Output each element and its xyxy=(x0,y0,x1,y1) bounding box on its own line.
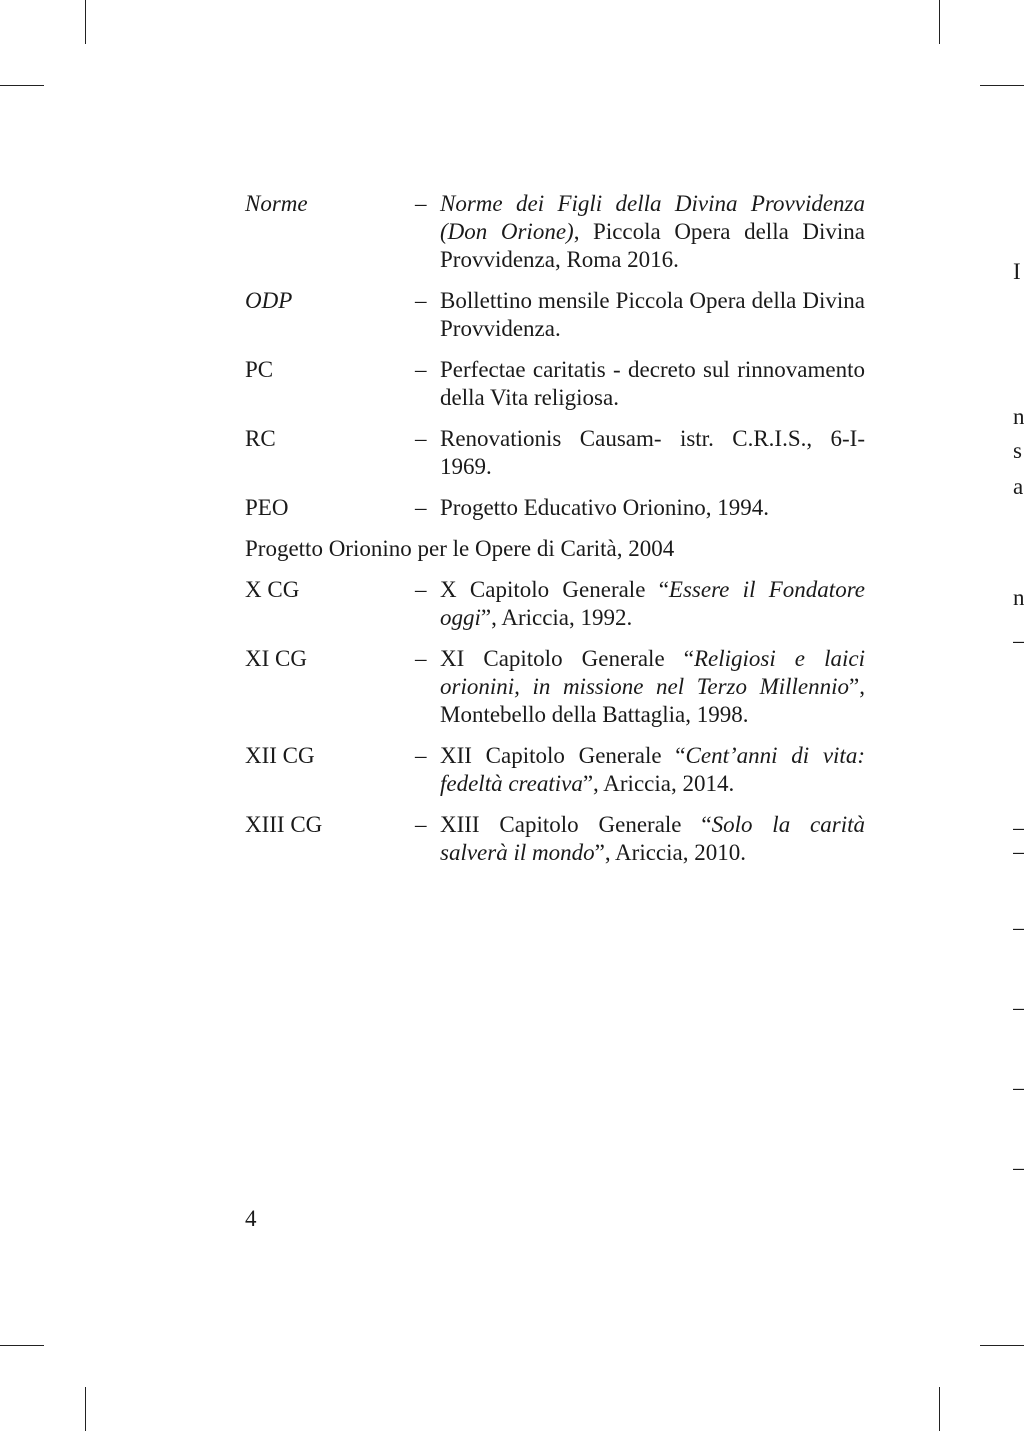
next-page-fragment: – xyxy=(1013,1075,1024,1100)
description-segment: , Piccola Opera della Divina Provvidenza, Roma 2016. xyxy=(440,219,865,272)
description-segment: Perfectae caritatis - decreto sul rinnovamento della Vita religiosa. xyxy=(440,357,865,410)
description-segment: Religiosi e laici orionini, in missione nel Terzo Millennio xyxy=(440,646,865,699)
abbreviation-term: X CG xyxy=(245,577,300,602)
abbreviation-entry xyxy=(245,190,865,274)
abbreviation-term: XI CG xyxy=(245,646,307,671)
entry-dash: – xyxy=(415,812,427,837)
next-page-fragment: n xyxy=(1013,404,1024,429)
entry-dash: – xyxy=(415,577,427,602)
abbreviation-term: Norme xyxy=(245,191,308,216)
description-segment: XI Capitolo Generale “ xyxy=(440,646,694,671)
abbreviation-entry xyxy=(245,576,865,632)
entry-dash: – xyxy=(415,357,427,382)
abbreviation-term: XIII CG xyxy=(245,812,323,837)
next-page-fragment: – xyxy=(1013,815,1024,840)
description-segment: X Capitolo Generale “ xyxy=(440,577,669,602)
description-segment: XII Capitolo Generale “ xyxy=(440,743,686,768)
crop-mark-bottom-right-vertical xyxy=(939,1387,940,1431)
next-page-fragment: – xyxy=(1013,628,1024,653)
description-segment: Norme dei Figli della Divina Provvidenza (Don Orione) xyxy=(440,191,865,244)
next-page-fragment: – xyxy=(1013,915,1024,940)
abbreviation-description xyxy=(440,811,865,867)
description-segment: ”, Ariccia, 2014. xyxy=(582,771,735,796)
next-page-fragment: – xyxy=(1013,1155,1024,1180)
next-page-fragment: n xyxy=(1013,585,1024,610)
crop-mark-bottom-left-horizontal xyxy=(0,1345,44,1346)
abbreviation-entry xyxy=(245,425,865,481)
abbreviation-description xyxy=(440,742,865,798)
abbreviations-list xyxy=(245,190,865,880)
description-segment: Progetto Educativo Orionino, 1994. xyxy=(440,495,769,520)
page-number: 4 xyxy=(245,1206,257,1231)
abbreviation-entry xyxy=(245,645,865,729)
abbreviation-term: ODP xyxy=(245,288,293,313)
abbreviation-description xyxy=(440,576,865,632)
next-page-edge xyxy=(1013,0,1024,1431)
abbreviation-term: PC xyxy=(245,357,274,382)
abbreviation-entry xyxy=(245,356,865,412)
crop-mark-top-left-vertical xyxy=(85,0,86,44)
entry-dash: – xyxy=(415,743,427,768)
next-page-fragment: I xyxy=(1013,259,1021,284)
abbreviation-entry xyxy=(245,811,865,867)
entry-dash: – xyxy=(415,426,427,451)
abbreviation-description xyxy=(440,645,865,729)
abbreviation-description xyxy=(440,356,865,412)
next-page-fragment: a xyxy=(1013,474,1024,499)
description-segment: ”, Ariccia, 1992. xyxy=(480,605,633,630)
entry-dash: – xyxy=(415,646,427,671)
crop-mark-bottom-left-vertical xyxy=(85,1387,86,1431)
standalone-entry: Progetto Orionino per le Opere di Carità, 2004 xyxy=(245,536,675,561)
description-segment: ”, Montebello della Battaglia, 1998. xyxy=(440,674,865,727)
entry-dash: – xyxy=(415,495,427,520)
description-segment: Solo la carità salverà il mondo xyxy=(440,812,865,865)
entry-dash: – xyxy=(415,288,427,313)
next-page-fragment: s xyxy=(1013,438,1022,463)
description-segment: Renovationis Causam- istr. C.R.I.S., 6-I-1969. xyxy=(440,426,865,479)
abbreviation-term: RC xyxy=(245,426,276,451)
abbreviation-description xyxy=(440,190,865,274)
next-page-fragment: – xyxy=(1013,839,1024,864)
description-segment: ”, Ariccia, 2010. xyxy=(594,840,746,865)
abbreviation-entry xyxy=(245,742,865,798)
abbreviation-entry xyxy=(245,287,865,343)
abbreviation-term: PEO xyxy=(245,495,289,520)
abbreviation-entry xyxy=(245,494,865,522)
description-segment: Essere il Fondatore oggi xyxy=(440,577,865,630)
description-segment: Bollettino mensile Piccola Opera della Divina Provvidenza. xyxy=(440,288,865,341)
abbreviation-description xyxy=(440,425,865,481)
description-segment: Cent’anni di vita: fedeltà creativa xyxy=(440,743,865,796)
description-segment: XIII Capitolo Generale “ xyxy=(440,812,712,837)
entry-dash: – xyxy=(415,191,427,216)
entries-bottom xyxy=(245,576,865,867)
abbreviation-description xyxy=(440,494,865,522)
crop-mark-top-left-horizontal xyxy=(0,85,44,86)
crop-mark-top-right-vertical xyxy=(939,0,940,44)
abbreviation-description xyxy=(440,287,865,343)
entries-top xyxy=(245,190,865,522)
abbreviation-term: XII CG xyxy=(245,743,315,768)
next-page-fragment: – xyxy=(1013,995,1024,1020)
